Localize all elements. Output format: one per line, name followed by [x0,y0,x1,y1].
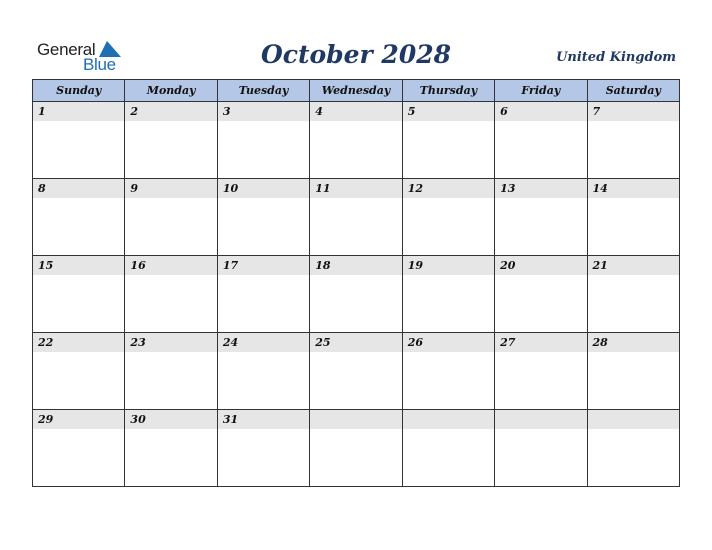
day-number [588,410,679,429]
day-number: 23 [125,333,216,352]
day-number: 20 [495,256,586,275]
weekday-monday: Monday [125,80,217,102]
week-row [33,256,680,333]
day-number: 16 [125,256,216,275]
day-cell [310,410,402,487]
day-cell [125,410,217,487]
day-cell [217,179,309,256]
weekday-thursday: Thursday [402,80,494,102]
week-row [33,179,680,256]
day-number: 31 [218,410,309,429]
day-cell [402,102,494,179]
day-number: 28 [588,333,679,352]
day-cell [587,102,679,179]
day-cell [33,179,125,256]
weekday-saturday: Saturday [587,80,679,102]
day-number: 15 [33,256,124,275]
day-number: 7 [588,102,679,121]
day-number: 14 [588,179,679,198]
day-number: 22 [33,333,124,352]
day-number: 18 [310,256,401,275]
day-cell [217,256,309,333]
day-cell [495,102,587,179]
day-number: 11 [310,179,401,198]
day-cell [310,179,402,256]
day-number: 2 [125,102,216,121]
day-number: 13 [495,179,586,198]
logo-text-general: General [37,40,96,59]
day-cell [587,410,679,487]
weekday-wednesday: Wednesday [310,80,402,102]
day-number: 17 [218,256,309,275]
day-cell [33,410,125,487]
week-row [33,333,680,410]
day-number: 30 [125,410,216,429]
day-cell [495,410,587,487]
day-cell [125,256,217,333]
day-cell [587,179,679,256]
week-row [33,102,680,179]
day-number: 21 [588,256,679,275]
day-number: 27 [495,333,586,352]
day-cell [495,179,587,256]
logo-text-blue: Blue [83,55,116,74]
day-cell [402,410,494,487]
day-cell [587,333,679,410]
day-cell [125,333,217,410]
day-number: 8 [33,179,124,198]
day-number: 29 [33,410,124,429]
day-number: 19 [403,256,494,275]
day-number: 4 [310,102,401,121]
country-label: United Kingdom [556,50,676,65]
day-number: 6 [495,102,586,121]
weekday-sunday: Sunday [33,80,125,102]
day-cell [310,102,402,179]
day-number: 1 [33,102,124,121]
weekday-header-row [33,80,680,102]
day-cell [402,333,494,410]
day-number: 10 [218,179,309,198]
day-cell [33,333,125,410]
day-number [403,410,494,429]
weekday-tuesday: Tuesday [217,80,309,102]
day-number [495,410,586,429]
calendar-title: October 2028 [260,40,452,69]
day-cell [402,179,494,256]
day-cell [33,102,125,179]
day-cell [310,333,402,410]
day-number: 24 [218,333,309,352]
day-cell [495,333,587,410]
day-cell [217,333,309,410]
day-number: 5 [403,102,494,121]
week-row [33,410,680,487]
day-number: 12 [403,179,494,198]
day-cell [217,102,309,179]
day-cell [587,256,679,333]
day-cell [217,410,309,487]
calendar-grid [32,79,680,487]
weekday-friday: Friday [495,80,587,102]
day-number: 26 [403,333,494,352]
day-cell [33,256,125,333]
day-cell [402,256,494,333]
day-cell [495,256,587,333]
day-number: 3 [218,102,309,121]
day-number: 25 [310,333,401,352]
day-cell [125,102,217,179]
day-cell [310,256,402,333]
day-cell [125,179,217,256]
day-number: 9 [125,179,216,198]
day-number [310,410,401,429]
